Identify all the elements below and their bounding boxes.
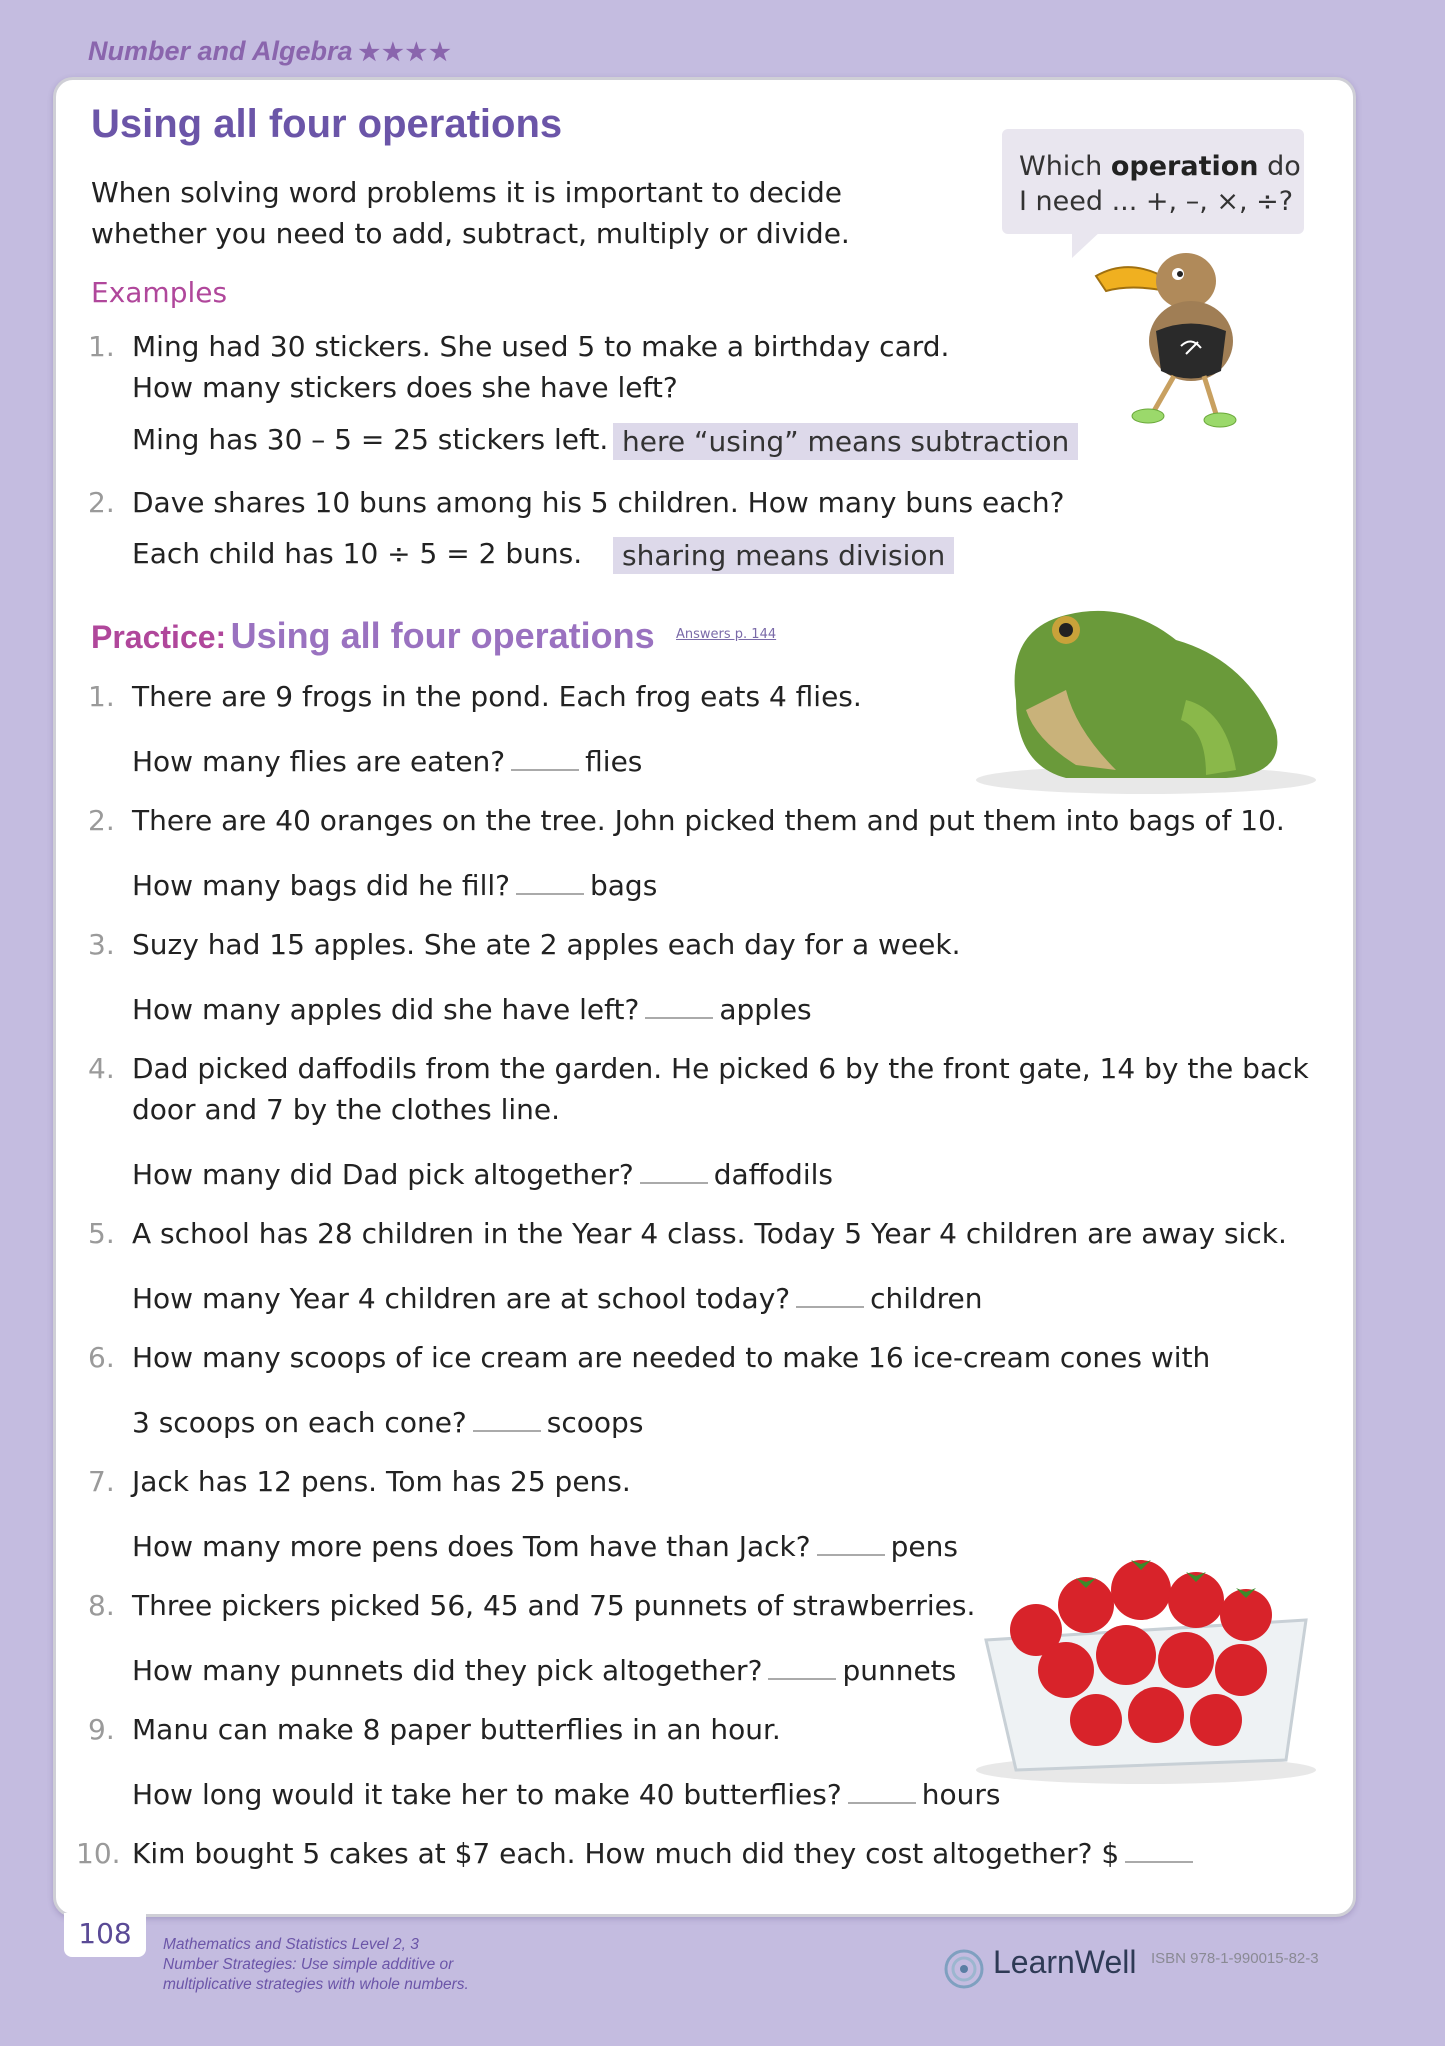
question-prompt bbox=[132, 1837, 1199, 1870]
question-text: Kim bought 5 cakes at $7 each. How much did they cost altogether? $ bbox=[132, 1837, 1120, 1870]
question-prompt bbox=[132, 1530, 958, 1563]
question-number: 6. bbox=[88, 1341, 115, 1374]
answer-unit: flies bbox=[585, 745, 643, 778]
strand-title: Number and Algebra bbox=[88, 36, 353, 66]
answer-unit: children bbox=[870, 1282, 983, 1315]
curriculum-line: multiplicative strategies with whole numbers. bbox=[163, 1976, 469, 1993]
example-number: 2. bbox=[88, 486, 115, 519]
curriculum-line: Number Strategies: Use simple additive or bbox=[163, 1956, 454, 1973]
page-number: 108 bbox=[64, 1913, 146, 1957]
question-number: 3. bbox=[88, 928, 115, 961]
question-prompt bbox=[132, 869, 657, 902]
examples-heading: Examples bbox=[91, 276, 228, 309]
example-answer: Ming has 30 – 5 = 25 stickers left. bbox=[132, 423, 609, 456]
question-number: 2. bbox=[88, 804, 115, 837]
answer-blank[interactable] bbox=[1125, 1861, 1193, 1863]
question-ask: How long would it take her to make 40 butterflies? bbox=[132, 1778, 842, 1811]
answer-blank[interactable] bbox=[473, 1430, 541, 1432]
question-prompt bbox=[132, 993, 812, 1026]
question-ask: How many punnets did they pick altogether? bbox=[132, 1654, 763, 1687]
answer-blank[interactable] bbox=[848, 1802, 916, 1804]
example-number: 1. bbox=[88, 330, 115, 363]
question-prompt bbox=[132, 1778, 1000, 1811]
question-number: 10. bbox=[76, 1837, 121, 1870]
question-number: 9. bbox=[88, 1713, 115, 1746]
kiwi-mascot-icon bbox=[1086, 236, 1276, 436]
question-text: Manu can make 8 paper butterflies in an hour. bbox=[132, 1713, 781, 1746]
answer-unit: hours bbox=[921, 1778, 1001, 1811]
bubble-text-bold: operation bbox=[1110, 151, 1259, 182]
question-number: 5. bbox=[88, 1217, 115, 1250]
practice-label: Practice: bbox=[91, 619, 227, 655]
answer-unit: pens bbox=[890, 1530, 958, 1563]
question-ask: How many did Dad pick altogether? bbox=[132, 1158, 634, 1191]
isbn: ISBN 978-1-990015-82-3 bbox=[1151, 1950, 1319, 1967]
intro-text: When solving word problems it is important to decide whether you need to add, subtract, multiply or divide. bbox=[91, 176, 850, 250]
learnwell-logo-icon bbox=[942, 1945, 990, 1993]
answer-blank[interactable] bbox=[796, 1306, 864, 1308]
question-ask: 3 scoops on each cone? bbox=[132, 1406, 467, 1439]
question-number: 8. bbox=[88, 1589, 115, 1622]
speech-bubble bbox=[1002, 129, 1304, 234]
question-ask: How many more pens does Tom have than Jack? bbox=[132, 1530, 811, 1563]
answer-blank[interactable] bbox=[640, 1182, 708, 1184]
question-prompt bbox=[132, 745, 642, 778]
example-text: How many stickers does she have left? bbox=[132, 371, 678, 404]
difficulty-stars: ★★★★ bbox=[358, 39, 453, 66]
question-ask: How many bags did he fill? bbox=[132, 869, 510, 902]
question-text: Three pickers picked 56, 45 and 75 punnets of strawberries. bbox=[132, 1589, 976, 1622]
question-ask: How many Year 4 children are at school today? bbox=[132, 1282, 791, 1315]
question-text: Suzy had 15 apples. She ate 2 apples each day for a week. bbox=[132, 928, 961, 961]
worksheet-card bbox=[53, 77, 1356, 1917]
question-text: Jack has 12 pens. Tom has 25 pens. bbox=[132, 1465, 631, 1498]
question-text: A school has 28 children in the Year 4 class. Today 5 Year 4 children are away sick. bbox=[132, 1217, 1287, 1250]
answer-blank[interactable] bbox=[645, 1017, 713, 1019]
question-text: There are 40 oranges on the tree. John picked them and put them into bags of 10. bbox=[132, 804, 1285, 837]
example-answer: Each child has 10 ÷ 5 = 2 buns. bbox=[132, 537, 583, 570]
frog-image-icon bbox=[956, 580, 1336, 800]
example-note: here “using” means subtraction bbox=[613, 423, 1078, 460]
question-text: door and 7 by the clothes line. bbox=[132, 1093, 561, 1126]
answer-blank[interactable] bbox=[511, 769, 579, 771]
answer-blank[interactable] bbox=[768, 1678, 836, 1680]
example-text: Dave shares 10 buns among his 5 children. How many buns each? bbox=[132, 486, 1065, 519]
practice-title: Using all four operations bbox=[230, 615, 655, 656]
answer-unit: daffodils bbox=[713, 1158, 833, 1191]
question-ask: How many flies are eaten? bbox=[132, 745, 506, 778]
question-number: 1. bbox=[88, 680, 115, 713]
answer-unit: bags bbox=[590, 869, 658, 902]
answer-blank[interactable] bbox=[516, 893, 584, 895]
question-ask: How many apples did she have left? bbox=[132, 993, 640, 1026]
question-prompt bbox=[132, 1282, 982, 1315]
example-note: sharing means division bbox=[613, 537, 954, 574]
strand-header bbox=[88, 36, 453, 67]
question-text: Dad picked daffodils from the garden. He picked 6 by the front gate, 14 by the back bbox=[132, 1052, 1309, 1085]
curriculum-line: Mathematics and Statistics Level 2, 3 bbox=[163, 1936, 419, 1953]
question-text: How many scoops of ice cream are needed to make 16 ice-cream cones with bbox=[132, 1341, 1211, 1374]
bubble-text-line2: I need ... +, –, ×, ÷? bbox=[1019, 186, 1294, 217]
answer-unit: apples bbox=[719, 993, 812, 1026]
question-prompt bbox=[132, 1158, 833, 1191]
strawberries-image-icon bbox=[956, 1520, 1336, 1790]
practice-heading bbox=[91, 615, 655, 657]
bubble-text-pre: Which bbox=[1019, 151, 1111, 182]
answers-link[interactable]: Answers p. 144 bbox=[676, 627, 777, 642]
page-title: Using all four operations bbox=[91, 102, 563, 146]
brand-name: LearnWell bbox=[993, 1944, 1137, 1980]
curriculum-note bbox=[163, 1935, 469, 1995]
question-number: 4. bbox=[88, 1052, 115, 1085]
bubble-text-post: do bbox=[1258, 151, 1301, 182]
question-text: There are 9 frogs in the pond. Each frog eats 4 flies. bbox=[132, 680, 862, 713]
question-prompt bbox=[132, 1654, 956, 1687]
answer-blank[interactable] bbox=[817, 1554, 885, 1556]
example-text: Ming had 30 stickers. She used 5 to make a birthday card. bbox=[132, 330, 950, 363]
answer-unit: scoops bbox=[546, 1406, 644, 1439]
question-number: 7. bbox=[88, 1465, 115, 1498]
answer-unit: punnets bbox=[842, 1654, 957, 1687]
question-prompt bbox=[132, 1406, 643, 1439]
